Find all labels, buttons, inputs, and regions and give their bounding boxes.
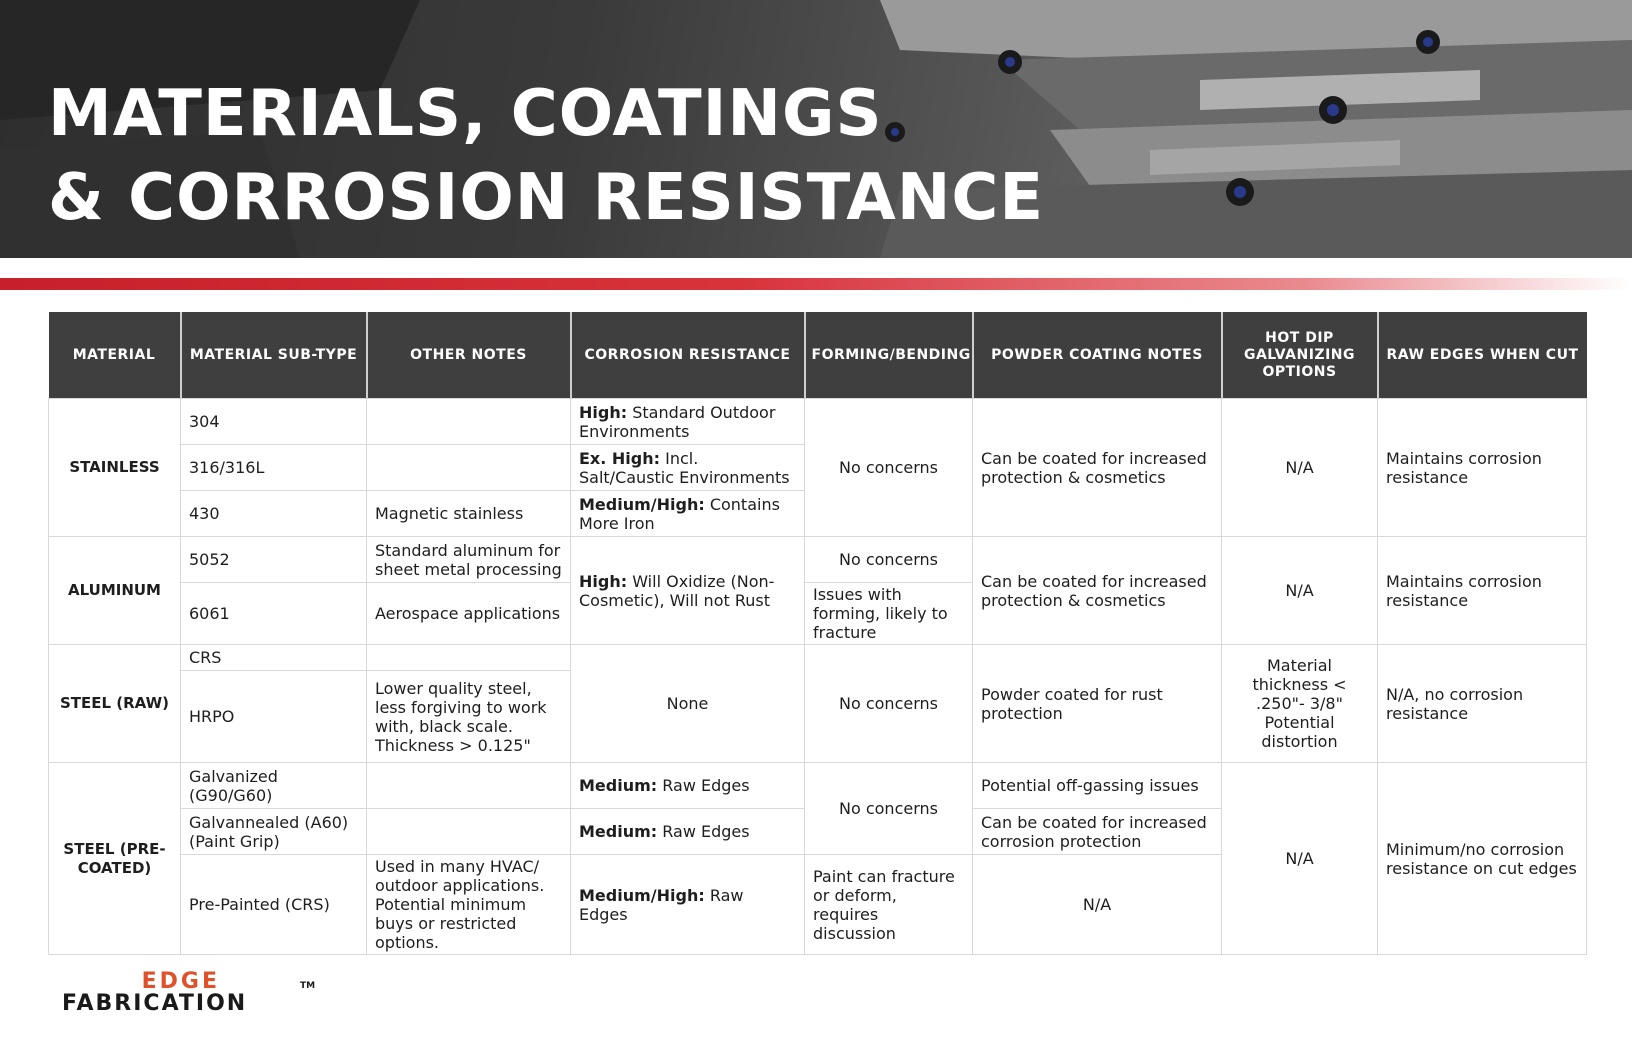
forming-cell: No concerns bbox=[805, 645, 973, 763]
subtype-cell: Galvannealed (A60) (Paint Grip) bbox=[181, 809, 367, 855]
material-steel-raw: STEEL (RAW) bbox=[49, 645, 181, 763]
hotdip-cell: N/A bbox=[1222, 763, 1378, 955]
hotdip-cell: Material thickness < .250"- 3/8" Potential distortion bbox=[1222, 645, 1378, 763]
edges-cell: Maintains corrosion resistance bbox=[1378, 537, 1587, 645]
subtype-cell: Galvanized (G90/G60) bbox=[181, 763, 367, 809]
subtype-cell: 430 bbox=[181, 491, 367, 537]
corrosion-cell: Medium: Raw Edges bbox=[571, 763, 805, 809]
hero-banner bbox=[0, 0, 1632, 258]
subtype-cell: 6061 bbox=[181, 583, 367, 645]
notes-cell bbox=[367, 399, 571, 445]
forming-cell: Paint can fracture or deform, requires discussion bbox=[805, 855, 973, 955]
notes-cell: Used in many HVAC/ outdoor applications. Potential minimum buys or restricted options. bbox=[367, 855, 571, 955]
header-notes: OTHER NOTES bbox=[367, 312, 571, 399]
powder-cell: Powder coated for rust protection bbox=[973, 645, 1222, 763]
table-row bbox=[49, 645, 1587, 671]
edges-cell: N/A, no corrosion resistance bbox=[1378, 645, 1587, 763]
material-steel-precoated: STEEL (PRE-COATED) bbox=[49, 763, 181, 955]
corrosion-cell: High: Standard Outdoor Environments bbox=[571, 399, 805, 445]
notes-cell bbox=[367, 445, 571, 491]
corrosion-cell: Medium: Raw Edges bbox=[571, 809, 805, 855]
table-row bbox=[49, 537, 1587, 583]
header-hotdip: HOT DIP GALVANIZING OPTIONS bbox=[1222, 312, 1378, 399]
powder-cell: Can be coated for increased protection & cosmetics bbox=[973, 537, 1222, 645]
materials-table bbox=[48, 312, 1587, 955]
subtype-cell: 304 bbox=[181, 399, 367, 445]
header-edges: RAW EDGES WHEN CUT bbox=[1378, 312, 1587, 399]
material-stainless: STAINLESS bbox=[49, 399, 181, 537]
corrosion-cell: Medium/High: Raw Edges bbox=[571, 855, 805, 955]
table-row bbox=[49, 763, 1587, 809]
edges-cell: Minimum/no corrosion resistance on cut edges bbox=[1378, 763, 1587, 955]
forming-cell: No concerns bbox=[805, 763, 973, 855]
corrosion-cell: Medium/High: Contains More Iron bbox=[571, 491, 805, 537]
subtype-cell: HRPO bbox=[181, 671, 367, 763]
corrosion-cell: High: Will Oxidize (Non-Cosmetic), Will not Rust bbox=[571, 537, 805, 645]
edge-fabrication-logo bbox=[62, 968, 322, 1014]
powder-cell: Can be coated for increased protection & cosmetics bbox=[973, 399, 1222, 537]
material-aluminum: ALUMINUM bbox=[49, 537, 181, 645]
materials-table-wrap bbox=[48, 312, 1586, 955]
corrosion-cell: Ex. High: Incl. Salt/Caustic Environments bbox=[571, 445, 805, 491]
title-line-2: & CORROSION RESISTANCE bbox=[48, 161, 1045, 235]
logo-tm: TM bbox=[300, 981, 316, 991]
forming-cell: No concerns bbox=[805, 537, 973, 583]
logo-bottom-text: FABRICATION bbox=[62, 991, 248, 1014]
notes-cell bbox=[367, 809, 571, 855]
accent-bar bbox=[0, 278, 1632, 290]
notes-cell: Lower quality steel, less forgiving to work with, black scale. Thickness > 0.125" bbox=[367, 671, 571, 763]
notes-cell: Aerospace applications bbox=[367, 583, 571, 645]
title-line-1: MATERIALS, COATINGS bbox=[48, 77, 883, 151]
forming-cell: No concerns bbox=[805, 399, 973, 537]
header-forming: FORMING/BENDING bbox=[805, 312, 973, 399]
hotdip-cell: N/A bbox=[1222, 537, 1378, 645]
hotdip-cell: N/A bbox=[1222, 399, 1378, 537]
forming-cell: Issues with forming, likely to fracture bbox=[805, 583, 973, 645]
header-material: MATERIAL bbox=[49, 312, 181, 399]
table-row bbox=[49, 399, 1587, 445]
powder-cell: Can be coated for increased corrosion protection bbox=[973, 809, 1222, 855]
corrosion-cell: None bbox=[571, 645, 805, 763]
subtype-cell: 316/316L bbox=[181, 445, 367, 491]
subtype-cell: 5052 bbox=[181, 537, 367, 583]
header-corrosion: CORROSION RESISTANCE bbox=[571, 312, 805, 399]
powder-cell: N/A bbox=[973, 855, 1222, 955]
header-powder: POWDER COATING NOTES bbox=[973, 312, 1222, 399]
edges-cell: Maintains corrosion resistance bbox=[1378, 399, 1587, 537]
subtype-cell: Pre-Painted (CRS) bbox=[181, 855, 367, 955]
company-logo bbox=[62, 968, 322, 1018]
header-subtype: MATERIAL SUB-TYPE bbox=[181, 312, 367, 399]
powder-cell: Potential off-gassing issues bbox=[973, 763, 1222, 809]
table-header-row bbox=[49, 312, 1587, 399]
subtype-cell: CRS bbox=[181, 645, 367, 671]
page-title bbox=[48, 72, 1044, 240]
notes-cell: Magnetic stainless bbox=[367, 491, 571, 537]
notes-cell bbox=[367, 645, 571, 671]
notes-cell bbox=[367, 763, 571, 809]
logo-top-text: EDGE bbox=[141, 969, 220, 994]
notes-cell: Standard aluminum for sheet metal processing bbox=[367, 537, 571, 583]
